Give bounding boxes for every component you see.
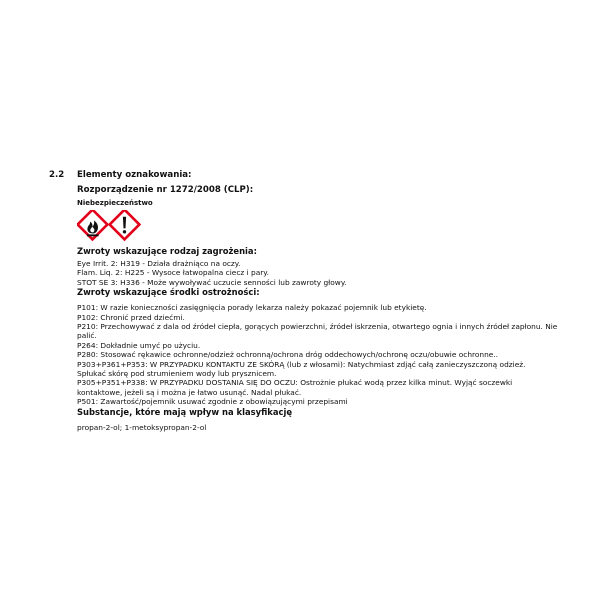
classification-substances: propan-2-ol; 1-metoksypropan-2-ol xyxy=(77,422,207,432)
precautionary-statement: P102: Chronić przed dziećmi. xyxy=(77,312,185,322)
classification-substances-heading: Substancje, które mają wpływ na klasyfikację xyxy=(77,406,293,417)
signal-word: Niebezpieczeństwo xyxy=(77,199,153,207)
section-number: 2.2 xyxy=(49,170,65,180)
section-title: Elementy oznakowania: xyxy=(77,170,192,180)
regulation-reference: Rozporządzenie nr 1272/2008 (CLP): xyxy=(77,185,254,195)
hazard-statements-heading: Zwroty wskazujące rodzaj zagrożenia: xyxy=(77,246,257,256)
exclamation-icon xyxy=(110,210,140,239)
label-body xyxy=(77,246,577,432)
ghs-pictograms xyxy=(77,210,147,246)
precautionary-statements-heading: Zwroty wskazujące środki ostrożności: xyxy=(77,287,260,298)
precautionary-statement: P303+P361+P353: W PRZYPADKU KONTAKTU ZE SKÓRĄ (lub z włosami): Natychmiast zdjąć całą zanieczyszczoną odzież. xyxy=(77,359,526,369)
precautionary-statement: P501: Zawartość/pojemnik usuwać zgodnie z obowiązującymi przepisami xyxy=(77,397,348,407)
precautionary-statement: palić. xyxy=(77,331,97,341)
precautionary-statement: P305+P351+P338: W PRZYPADKU DOSTANIA SIĘ DO OCZU: Ostrożnie płukać wodą przez kilka minut. Wyjąć soczewki xyxy=(77,378,513,388)
hazard-statement: STOT SE 3: H336 - Może wywoływać uczucie senności lub zawroty głowy. xyxy=(77,277,347,287)
precautionary-statement: P280: Stosować rękawice ochronne/odzież ochronną/ochrona dróg oddechowych/ochronę oczu/obuwie ochronne.. xyxy=(77,350,499,360)
precautionary-statement: P101: W razie konieczności zasięgnięcia porady lekarza należy pokazać pojemnik lub etykietę. xyxy=(77,303,427,313)
precautionary-statement: kontaktowe, jeżeli są i można je łatwo usunąć. Nadal płukać. xyxy=(77,387,302,397)
flame-icon xyxy=(78,210,108,239)
hazard-statement: Eye Irrit. 2: H319 - Działa drażniąco na oczy. xyxy=(77,259,241,268)
precautionary-statement: P210: Przechowywać z dala od źródeł ciepła, gorących powierzchni, źródeł iskrzenia, otwartego ognia i innych źródeł zapłonu. Nie xyxy=(77,322,558,332)
precautionary-statement: Spłukać skórę pod strumieniem wody lub prysznicem. xyxy=(77,369,277,379)
hazard-statement: Flam. Liq. 2: H225 - Wysoce łatwopalna ciecz i pary. xyxy=(77,268,269,278)
precautionary-statement: P264: Dokładnie umyć po użyciu. xyxy=(77,340,201,350)
